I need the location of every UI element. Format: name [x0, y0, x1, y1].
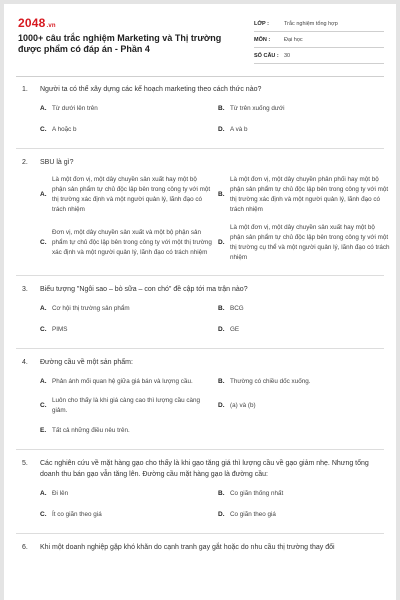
option-text: Tất cả những điều nêu trên.: [52, 426, 130, 434]
document-title: 1000+ câu trắc nghiệm Marketing và Thị trường được phẩm có đáp án - Phần 4: [18, 33, 222, 54]
option-text: GE: [230, 325, 240, 333]
question-item: [4, 458, 396, 529]
question-text-block: [18, 458, 382, 480]
document-page: [4, 4, 396, 600]
question-divider: [16, 348, 384, 349]
meta-key: MÔN :: [254, 36, 271, 43]
option-text: Luôn cho thấy là khi giá càng cao thì lượng cầu càng giảm.: [52, 397, 201, 414]
option-text: Là một đơn vị, một dây chuyền phân phối hay một bộ phận sản phẩm tự chủ độc lập bên trong công ty với một thị trường xác định và một người quản lý, lãnh đạo có trách nhiệm: [230, 176, 389, 213]
meta-key: SỐ CÂU :: [254, 52, 279, 59]
question-item: [4, 542, 396, 553]
question-divider: [16, 275, 384, 276]
answer-option[interactable]: [218, 323, 390, 336]
option-letter: B.: [218, 104, 225, 112]
answer-option[interactable]: [40, 396, 212, 416]
answer-option[interactable]: [40, 323, 212, 336]
meta-row: [254, 32, 384, 48]
question-item: [4, 284, 396, 344]
question-item: [4, 157, 396, 271]
answer-option[interactable]: [218, 175, 390, 215]
options-grid: [18, 175, 390, 271]
option-text: Đi lên: [52, 489, 69, 497]
question-number: 4.: [22, 359, 28, 366]
options-grid: [18, 302, 382, 344]
logo-text: 2048: [18, 16, 46, 30]
question-text: SBU là gì?: [40, 159, 74, 166]
header-divider: [16, 76, 384, 77]
options-grid: [18, 102, 382, 144]
option-text: Thường có chiều dốc xuống.: [230, 377, 311, 385]
option-text: Phản ánh mối quan hệ giữa giá bán và lượng cầu.: [52, 377, 193, 385]
answer-option[interactable]: [40, 375, 212, 388]
options-grid: [18, 375, 382, 445]
question-number: 6.: [22, 544, 28, 551]
option-text: Ít co giãn theo giá: [52, 510, 102, 518]
option-letter: A.: [40, 191, 47, 198]
option-letter: B.: [218, 304, 225, 312]
meta-key: LỚP :: [254, 20, 269, 27]
answer-option[interactable]: [218, 375, 390, 388]
question-text: Đường cầu về một sản phẩm:: [40, 359, 133, 366]
option-letter: E.: [40, 426, 47, 434]
option-text: Từ dưới lên trên: [52, 104, 98, 112]
option-letter: A.: [40, 377, 47, 385]
question-number: 2.: [22, 159, 28, 166]
option-text: BCG: [230, 304, 244, 312]
answer-option[interactable]: [218, 302, 390, 315]
answer-option[interactable]: [218, 396, 390, 416]
answer-option[interactable]: [218, 487, 390, 500]
logo-tld: .vn: [46, 23, 56, 29]
question-text: Các nghiên cứu về mặt hàng gạo cho thấy là khi gạo tăng giá thì lượng cầu về gạo giảm nhẹ. Nhưng tổng doanh thu bán gạo vẫn tăng lên. Đường cầu mặt hàng gạo là đường cầu:: [40, 460, 369, 478]
site-logo[interactable]: [18, 16, 56, 30]
option-letter: D.: [218, 125, 225, 133]
option-letter: C.: [40, 125, 47, 133]
option-text: A và b: [230, 125, 248, 133]
answer-option[interactable]: [218, 123, 390, 136]
meta-row: [254, 16, 384, 32]
option-letter: A.: [40, 489, 47, 497]
meta-row: [254, 48, 384, 64]
answer-option[interactable]: [218, 223, 390, 263]
option-letter: C.: [40, 325, 47, 333]
option-letter: B.: [218, 191, 225, 198]
page-header: [4, 4, 396, 76]
answer-option[interactable]: [40, 175, 212, 215]
option-text: Đơn vị, một dây chuyền sản xuất và một bộ phận sản phẩm tự chủ độc lập bên trong công ty với một thị trường xác định và một người quản lý, lãnh đạo có trách nhiệm: [52, 229, 212, 256]
option-letter: A.: [40, 104, 47, 112]
question-text: Biểu tượng "Ngôi sao – bò sữa – con chó" đề cập tới ma trận nào?: [40, 286, 248, 293]
option-text: Co giãn theo giá: [230, 510, 276, 518]
option-text: Cơ hội thị trường sản phẩm: [52, 304, 130, 312]
question-divider: [16, 449, 384, 450]
option-letter: D.: [218, 510, 225, 518]
option-letter: B.: [218, 377, 225, 385]
question-item: [4, 84, 396, 144]
question-divider: [16, 148, 384, 149]
option-letter: C.: [40, 239, 47, 246]
question-text-block: [18, 542, 382, 553]
question-text-block: [18, 357, 382, 368]
option-text: Từ trên xuống dưới: [230, 104, 285, 112]
question-item: [4, 357, 396, 445]
question-number: 5.: [22, 460, 28, 467]
answer-option[interactable]: [40, 102, 212, 115]
document-meta: [254, 16, 384, 64]
question-text-block: [18, 84, 382, 95]
option-text: (a) và (b): [230, 402, 256, 409]
question-text: Người ta có thể xây dựng các kế hoạch marketing theo cách thức nào?: [40, 86, 262, 93]
question-text-block: [18, 284, 382, 295]
option-text: Là một đơn vị, một dây chuyền sản xuất hay một bộ phận sản phẩm tự chủ độc lập bên trong công ty với một thị trường cụ thể và một người quản lý, lãnh đạo có trách nhiệm: [230, 224, 390, 261]
option-letter: C.: [40, 510, 47, 518]
answer-option[interactable]: [218, 508, 390, 521]
option-letter: B.: [218, 489, 225, 497]
answer-option[interactable]: [40, 302, 212, 315]
meta-value: Trắc nghiệm tổng hợp: [284, 20, 338, 27]
option-text: Là một đơn vị, một dây chuyền sản xuất hay một bộ phận sản phẩm tự chủ độc lập bên trong công ty với một thị trường xác định và một người quản lý, lãnh đạo có trách nhiệm: [52, 176, 211, 213]
answer-option[interactable]: [40, 424, 390, 437]
option-text: A hoặc b: [52, 125, 77, 133]
option-letter: A.: [40, 304, 47, 312]
option-letter: D.: [218, 325, 225, 333]
question-divider: [16, 533, 384, 534]
option-text: PIMS: [52, 325, 68, 333]
answer-option[interactable]: [40, 487, 212, 500]
answer-option[interactable]: [40, 223, 212, 263]
answer-option[interactable]: [40, 123, 212, 136]
question-text-block: [18, 157, 382, 168]
question-list: [4, 84, 396, 553]
answer-option[interactable]: [40, 508, 212, 521]
meta-value: Đại học: [284, 36, 303, 43]
question-text: Khi một doanh nghiệp gặp khó khăn do cạnh tranh gay gắt hoặc do nhu cầu thị trường thay đổi: [40, 544, 335, 551]
option-letter: D.: [218, 239, 225, 246]
option-letter: D.: [218, 402, 225, 409]
question-number: 1.: [22, 86, 28, 93]
option-letter: C.: [40, 402, 47, 409]
question-number: 3.: [22, 286, 28, 293]
answer-option[interactable]: [218, 102, 390, 115]
options-grid: [18, 487, 382, 529]
option-text: Co giãn thống nhất: [230, 489, 284, 497]
meta-value: 30: [284, 52, 291, 59]
